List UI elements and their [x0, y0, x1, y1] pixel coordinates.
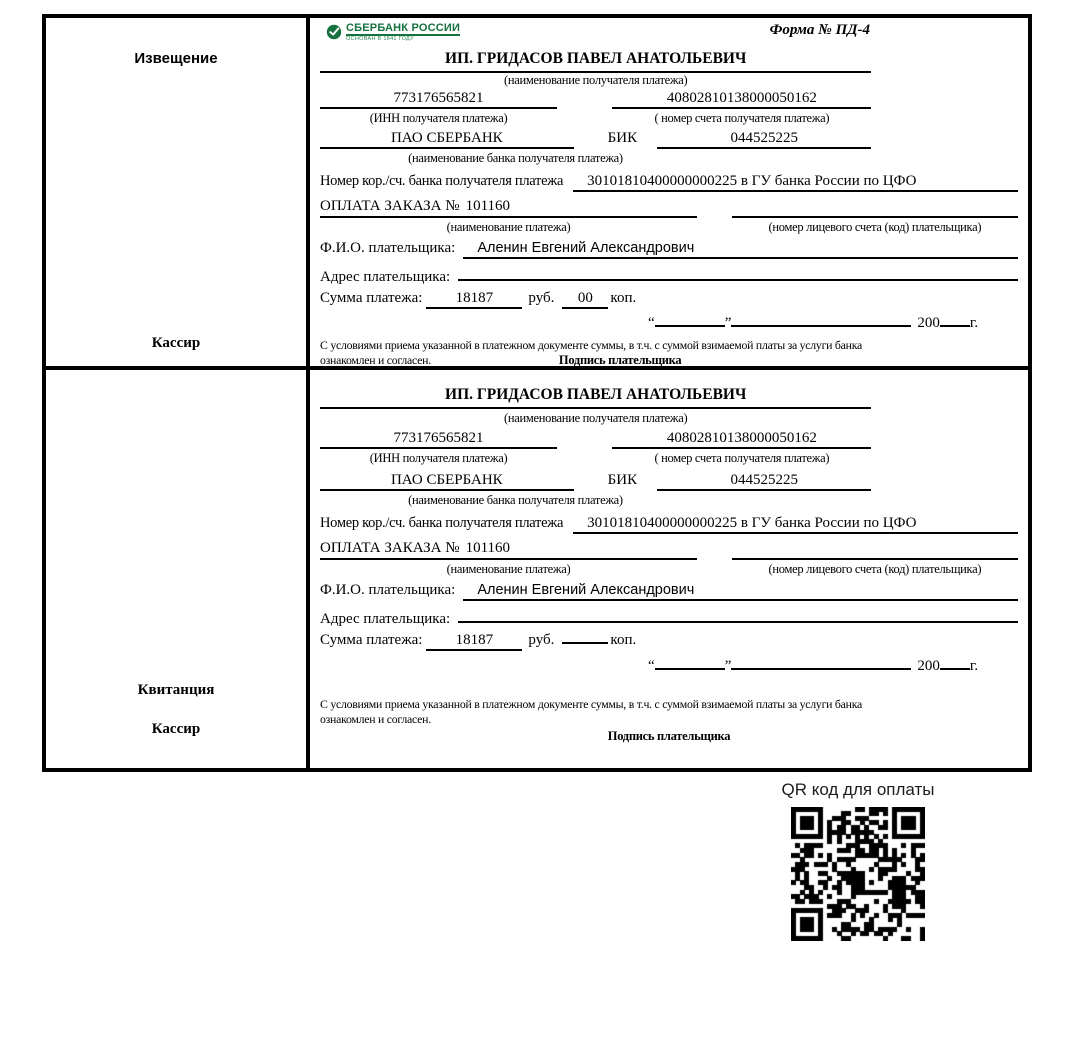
bank-name-value: ПАО СБЕРБАНК [320, 130, 574, 149]
notice-body [310, 18, 1028, 366]
date-year-prefix: 200 [917, 658, 940, 674]
order-number-value: 101160 [465, 540, 511, 556]
amount-rub-value: 18187 [426, 632, 522, 651]
qr-block [738, 780, 978, 941]
account-value: 40802810138000050162 [666, 90, 817, 106]
bik-value: 044525225 [657, 130, 871, 149]
qr-title: QR код для оплаты [781, 780, 935, 799]
recipient-name-label: (наименование получателя платежа) [504, 73, 688, 87]
sberbank-logo-tagline: ОСНОВАН В 1841 ГОДУ [346, 36, 414, 42]
date-year-suffix: г. [969, 315, 979, 331]
order-number-value: 101160 [465, 198, 511, 214]
payment-name-label: (наименование платежа) [446, 220, 571, 234]
date-year-line [940, 312, 970, 327]
qr-code [791, 807, 925, 941]
signature-label: Подпись плательщика [607, 729, 731, 743]
recipient-name: ИП. ГРИДАСОВ ПАВЕЛ АНАТОЛЬЕВИЧ [445, 50, 747, 67]
recipient-name: ИП. ГРИДАСОВ ПАВЕЛ АНАТОЛЬЕВИЧ [445, 386, 747, 403]
date-year-prefix: 200 [917, 315, 940, 331]
agreement-line2: ознакомлен и согласен. [320, 712, 431, 726]
date-day-line [655, 655, 725, 670]
amount-rub-value: 18187 [426, 290, 522, 309]
account-label: ( номер счета получателя платежа) [654, 451, 830, 465]
sberbank-logo [326, 22, 460, 42]
inn-label: (ИНН получателя платежа) [369, 111, 508, 125]
payer-address-blank-line [458, 605, 1018, 623]
notice-section [46, 18, 1028, 366]
account-label: ( номер счета получателя платежа) [654, 111, 830, 125]
payer-code-blank-line [732, 202, 1018, 218]
recipient-name-label: (наименование получателя платежа) [504, 411, 688, 425]
bik-label: БИК [607, 130, 638, 146]
stub-notice-label: Извещение [134, 50, 218, 67]
account-value: 40802810138000050162 [666, 430, 817, 446]
bank-name-value: ПАО СБЕРБАНК [320, 472, 574, 491]
stub-cashier-label: Кассир [151, 721, 201, 737]
kop-label: коп. [610, 632, 637, 648]
agreement-line1: С условиями приема указанной в платежном документе суммы, в т.ч. с суммой взимаемой платы за услуги банка [320, 697, 863, 711]
payer-code-label: (номер лицевого счета (код) плательщика) [768, 220, 982, 234]
bank-name-label: (наименование банка получателя платежа) [408, 493, 623, 507]
amount-kop-value [562, 642, 608, 644]
stub-cashier-label: Кассир [151, 335, 201, 351]
inn-value: 773176565821 [393, 430, 484, 446]
payment-name-label: (наименование платежа) [446, 562, 571, 576]
payer-name-value: Аленин Евгений Александрович [463, 582, 1018, 601]
amount-label: Сумма платежа: [320, 632, 423, 648]
bik-value: 044525225 [657, 472, 871, 491]
receipt-section [46, 366, 1028, 768]
notice-stub [46, 18, 310, 366]
rub-label: руб. [528, 290, 555, 306]
stub-receipt-label: Квитанция [137, 682, 215, 698]
bik-label: БИК [607, 472, 638, 488]
date-month-line [731, 655, 911, 670]
inn-label: (ИНН получателя платежа) [369, 451, 508, 465]
date-day-line [655, 312, 725, 327]
date-quote-close: ” [724, 315, 732, 331]
date-quote-open: “ [648, 658, 655, 674]
payer-fio-label: Ф.И.О. плательщика: [320, 582, 456, 598]
payer-address-label: Адрес плательщика: [320, 611, 451, 627]
agreement-line2: ознакомлен и согласен. [320, 353, 431, 367]
payment-purpose-label: ОПЛАТА ЗАКАЗА № [320, 198, 460, 214]
payer-code-blank-line [732, 544, 1018, 560]
date-year-line [940, 655, 970, 670]
corr-account-value: 30101810400000000225 в ГУ банка России по ЦФО [573, 173, 1018, 192]
payment-purpose-label: ОПЛАТА ЗАКАЗА № [320, 540, 460, 556]
amount-label: Сумма платежа: [320, 290, 423, 306]
rub-label: руб. [528, 632, 555, 648]
payer-fio-label: Ф.И.О. плательщика: [320, 240, 456, 256]
payer-address-blank-line [458, 263, 1018, 281]
signature-label: Подпись плательщика [558, 353, 682, 367]
sberbank-logo-icon [326, 24, 342, 40]
amount-kop-value: 00 [562, 290, 608, 309]
bank-name-label: (наименование банка получателя платежа) [408, 151, 623, 165]
corr-account-label: Номер кор./сч. банка получателя платежа [320, 173, 564, 189]
kop-label: коп. [610, 290, 637, 306]
receipt-body [310, 370, 1028, 768]
payment-form-pd4 [42, 14, 1032, 772]
form-number: Форма № ПД-4 [769, 22, 870, 38]
date-year-suffix: г. [969, 658, 979, 674]
payer-name-value: Аленин Евгений Александрович [463, 240, 1018, 259]
date-quote-open: “ [648, 315, 655, 331]
corr-account-value: 30101810400000000225 в ГУ банка России по ЦФО [573, 515, 1018, 534]
date-quote-close: ” [724, 658, 732, 674]
payer-code-label: (номер лицевого счета (код) плательщика) [768, 562, 982, 576]
inn-value: 773176565821 [393, 90, 484, 106]
payer-address-label: Адрес плательщика: [320, 269, 451, 285]
corr-account-label: Номер кор./сч. банка получателя платежа [320, 515, 564, 531]
receipt-stub [46, 370, 310, 768]
date-month-line [731, 312, 911, 327]
sberbank-logo-text: СБЕРБАНК РОССИИ [346, 22, 461, 34]
agreement-line1: С условиями приема указанной в платежном документе суммы, в т.ч. с суммой взимаемой платы за услуги банка [320, 338, 863, 352]
